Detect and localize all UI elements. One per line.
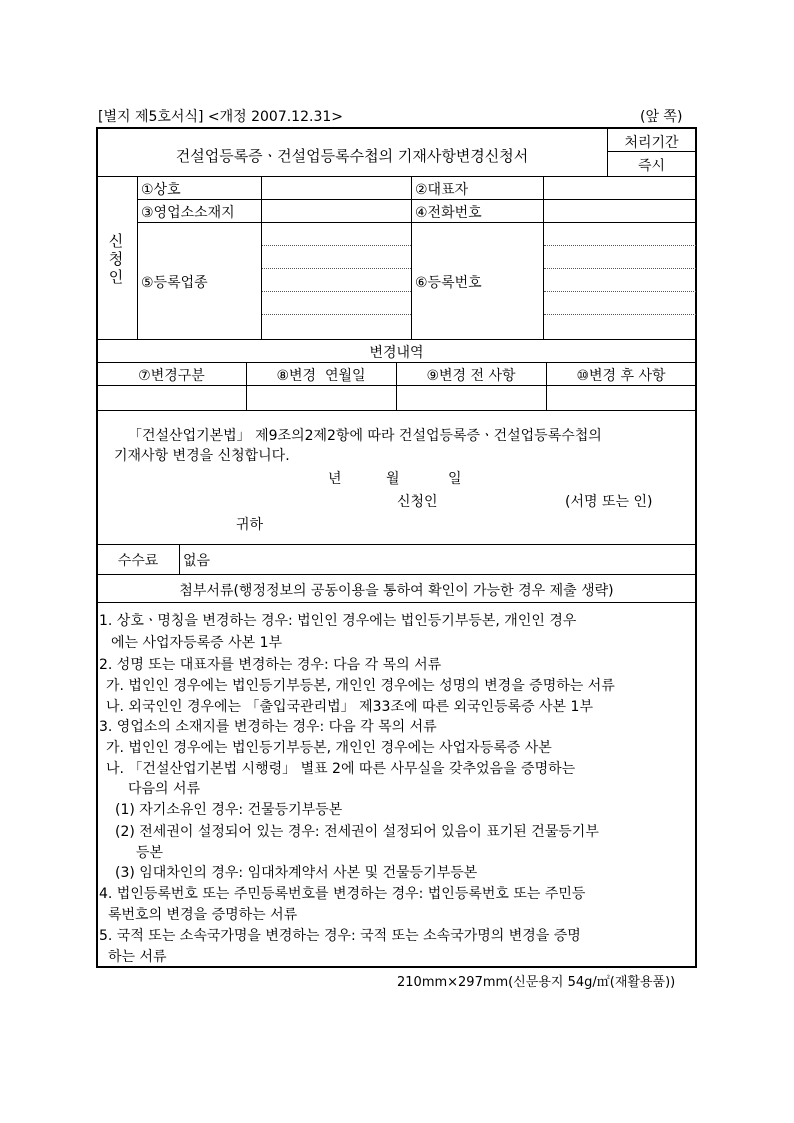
attachment-line: (1) 자기소유인 경우: 건물등기부등본: [115, 802, 343, 818]
col-after: ⑩변경 후 사항: [576, 368, 666, 384]
col-before: ⑨변경 전 사항: [426, 368, 516, 384]
processing-period-value: 즉시: [637, 158, 666, 174]
trade-name-label: ①상호: [141, 182, 181, 198]
date-day-label: 일: [448, 471, 462, 487]
attachment-line: 에는 사업자등록증 사본 1부: [111, 635, 283, 651]
attachment-line: 1. 상호ㆍ명칭을 변경하는 경우: 법인인 경우에는 법인등기부등본, 개인인 경우: [99, 613, 577, 629]
page-side-label: (앞 쪽): [640, 109, 683, 125]
application-form: [96, 127, 697, 968]
fee-value: 없음: [183, 553, 211, 569]
attachment-line: (2) 전세권이 설정되어 있는 경우: 전세권이 설정되어 있음이 표기된 건물등기부: [115, 824, 599, 840]
attachment-line: 가. 법인인 경우에는 법인등기부등본, 개인인 경우에는 성명의 변경을 증명하는 서류: [106, 678, 615, 694]
attachment-line: 5. 국적 또는 소속국가명을 변경하는 경우: 국적 또는 소속국가명의 변경을 증명: [99, 928, 581, 944]
fee-label: 수수료: [117, 553, 159, 569]
date-year-label: 년: [328, 471, 342, 487]
attachment-line: 나. 외국인인 경우에는 「출입국관리법」 제33조에 따른 외국인등록증 사본 1부: [106, 699, 593, 715]
attachment-line: 등본: [136, 845, 164, 861]
phone-label: ④전화번호: [415, 205, 482, 221]
attachment-line: 2. 성명 또는 대표자를 변경하는 경우: 다음 각 목의 서류: [99, 657, 442, 673]
attachments-title: 첨부서류(행정정보의 공동이용을 통하여 확인이 가능한 경우 제출 생략): [179, 583, 614, 599]
date-month-label: 월: [386, 471, 400, 487]
recipient-label: 귀하: [236, 517, 264, 533]
form-title: 건설업등록증ㆍ건설업등록수첩의 기재사항변경신청서: [175, 147, 529, 165]
col-change-date: ⑧변경 연월일: [276, 368, 366, 384]
registered-business-label: ⑤등록업종: [141, 275, 208, 291]
business-address-label: ③영업소소재지: [141, 205, 235, 221]
attachment-line: 다음의 서류: [128, 781, 201, 797]
attachment-line: 하는 서류: [108, 949, 167, 965]
applicant-sign-label: 신청인: [397, 494, 438, 510]
paper-spec-footer: 210mm×297mm(신문용지 54g/㎡(재활용품)): [397, 975, 676, 990]
attachment-line: 4. 법인등록번호 또는 주민등록번호를 변경하는 경우: 법인등록번호 또는 주민등: [99, 886, 586, 902]
processing-period-label: 처리기간: [624, 135, 679, 151]
attachment-line: 3. 영업소의 소재지를 변경하는 경우: 다음 각 목의 서류: [99, 719, 437, 735]
change-details-title: 변경내역: [369, 345, 424, 361]
attachment-line: 록번호의 변경을 증명하는 서류: [108, 907, 298, 923]
statement-line-2: 기재사항 변경을 신청합니다.: [114, 448, 290, 464]
applicant-section-label: 신 청 인: [108, 232, 124, 286]
statement-line-1: 「건설산업기본법」 제9조의2제2항에 따라 건설업등록증ㆍ건설업등록수첩의: [128, 428, 602, 444]
attachment-line: 나. 「건설산업기본법 시행령」 별표 2에 따른 사무실을 갖추었음을 증명하는: [106, 761, 576, 777]
attachment-line: 가. 법인인 경우에는 법인등기부등본, 개인인 경우에는 사업자등록증 사본: [106, 740, 552, 756]
registration-number-label: ⑥등록번호: [415, 275, 482, 291]
form-number: [별지 제5호서식] <개정 2007.12.31>: [98, 109, 343, 125]
representative-label: ②대표자: [415, 182, 469, 198]
signature-label: (서명 또는 인): [565, 494, 653, 510]
col-change-type: ⑦변경구분: [138, 368, 205, 384]
attachment-line: (3) 임대차인의 경우: 임대차계약서 사본 및 건물등기부등본: [115, 865, 478, 881]
